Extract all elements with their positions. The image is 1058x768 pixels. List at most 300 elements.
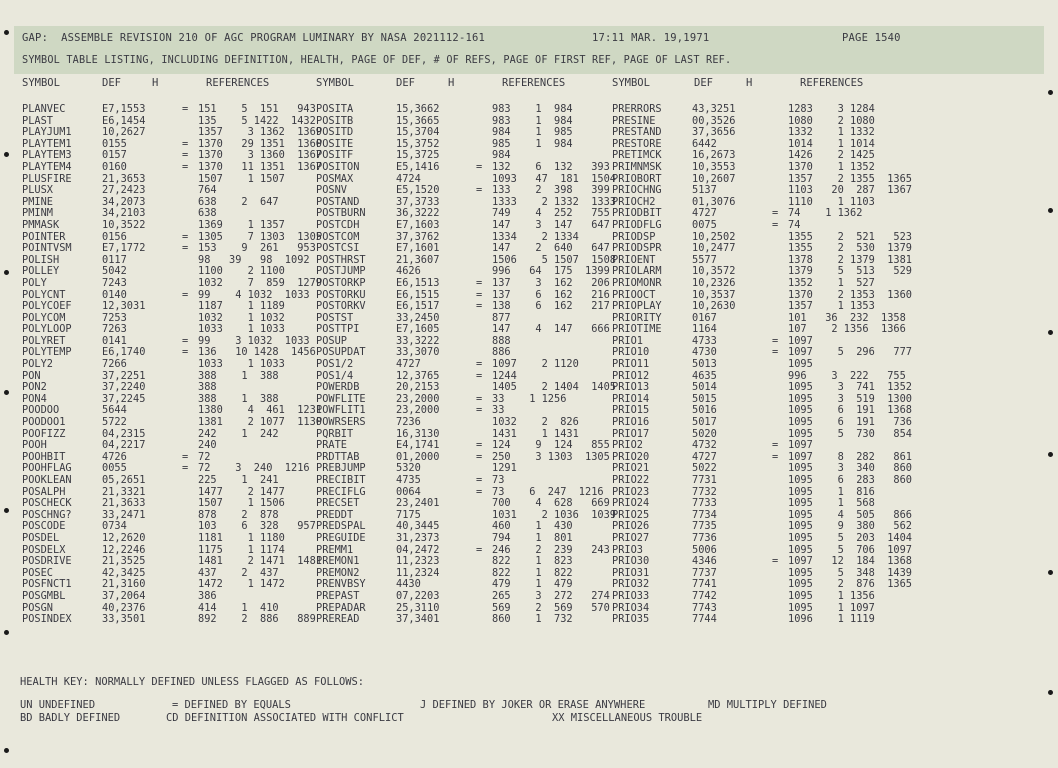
table-row — [22, 254, 352, 266]
table-row — [612, 520, 942, 532]
def-cell: 0055 — [102, 462, 127, 474]
health-cell — [772, 242, 788, 254]
def-cell: 07,2203 — [396, 589, 440, 602]
references-cell: 1369 1 1357 — [198, 218, 285, 231]
table-row — [22, 416, 352, 428]
table-row — [316, 358, 646, 370]
def-cell: 10,2477 — [692, 242, 736, 254]
def-cell: 5015 — [692, 392, 717, 405]
health-cell: = — [476, 288, 483, 301]
references-cell: 1370 11 1351 1367 — [198, 160, 322, 173]
references-cell: 822 1 823 — [492, 555, 573, 567]
health-cell — [476, 497, 492, 509]
def-cell: 37,3401 — [396, 613, 440, 625]
def-cell: 0141 — [102, 334, 127, 347]
references-cell: 996 64 175 1399 — [492, 265, 610, 277]
table-row — [612, 242, 942, 254]
health-cell — [476, 265, 492, 277]
def-cell: 4726 — [102, 450, 127, 463]
health-cell — [476, 323, 492, 335]
table-row — [316, 497, 646, 509]
table-row — [612, 231, 942, 243]
symbol-cell: POSFNCT1 — [22, 578, 72, 590]
table-row — [612, 335, 942, 347]
table-row — [612, 173, 942, 185]
table-row — [22, 231, 352, 243]
table-row — [612, 462, 942, 474]
health-cell — [182, 509, 198, 521]
table-row — [22, 126, 352, 138]
def-cell: E7,1553 — [102, 103, 146, 115]
def-cell: 31,2373 — [396, 531, 440, 544]
health-cell — [772, 289, 788, 301]
def-cell: 4346 — [692, 555, 717, 567]
table-row — [22, 149, 352, 161]
table-row — [316, 439, 646, 451]
symbol-cell: PRIO10 — [612, 346, 650, 359]
def-cell: 5644 — [102, 404, 127, 417]
health-cell — [182, 590, 198, 602]
health-cell — [182, 404, 198, 416]
references-cell: 1370 1 1352 — [788, 160, 875, 173]
symbol-cell: POSTORKU — [316, 288, 366, 301]
health-cell — [182, 254, 198, 266]
symbol-cell: PRIO14 — [612, 392, 650, 405]
def-cell: 37,3733 — [396, 195, 440, 208]
def-cell: 7735 — [692, 520, 717, 532]
symbol-cell: PRIODSP — [612, 230, 656, 243]
health-cell: = — [772, 218, 779, 231]
references-cell: 72 3 240 1216 — [198, 462, 310, 474]
references-cell: 242 1 242 — [198, 427, 279, 440]
references-cell: 74 1 1362 — [788, 207, 863, 219]
def-cell: 0075 — [692, 218, 717, 231]
references-cell: 877 — [492, 311, 511, 324]
def-cell: 16,2673 — [692, 149, 736, 161]
health-cell — [772, 567, 788, 579]
table-row — [612, 265, 942, 277]
table-row — [612, 312, 942, 324]
def-cell: 5016 — [692, 404, 717, 417]
health-cell: = — [182, 230, 189, 243]
def-cell: 01,3076 — [692, 195, 736, 208]
health-cell — [772, 381, 788, 393]
references-cell: 388 1 388 — [198, 369, 279, 382]
references-cell: 1080 2 1080 — [788, 114, 875, 127]
references-cell: 107 2 1356 1366 — [788, 323, 906, 335]
symbol-cell: PRIO20 — [612, 450, 650, 463]
health-cell — [772, 428, 788, 440]
symbol-cell: POODOO1 — [22, 416, 66, 428]
health-cell — [182, 428, 198, 440]
def-cell: 0734 — [102, 520, 127, 532]
health-cell — [182, 370, 198, 382]
def-cell: 15,3662 — [396, 103, 440, 115]
col-symbol: SYMBOL — [316, 77, 354, 89]
health-cell — [182, 439, 198, 451]
symbol-cell: PRIOOCT — [612, 288, 656, 301]
symbol-cell: PRERRORS — [612, 103, 662, 115]
references-cell: 1378 2 1379 1381 — [788, 253, 912, 266]
table-row — [316, 404, 646, 416]
table-row — [316, 555, 646, 567]
health-cell — [182, 497, 198, 509]
symbol-cell: PRIO2 — [612, 439, 643, 451]
symbol-cell: PRIOPLAY — [612, 300, 662, 312]
table-row — [22, 173, 352, 185]
health-cell — [182, 578, 198, 590]
def-cell: 15,3665 — [396, 114, 440, 127]
references-cell: 73 6 247 1216 — [492, 485, 604, 498]
table-row — [316, 103, 646, 115]
symbol-cell: POSTHRST — [316, 253, 366, 266]
def-cell: 21,3321 — [102, 485, 146, 498]
health-cell — [772, 578, 788, 590]
symbol-cell: POSTCDH — [316, 218, 360, 231]
table-row — [612, 103, 942, 115]
symbol-cell: PRIO21 — [612, 462, 650, 474]
health-cell — [182, 323, 198, 335]
def-cell: 37,3762 — [396, 230, 440, 243]
symbol-cell: PMMASK — [22, 218, 60, 231]
table-row — [316, 115, 646, 127]
symbol-cell: PRIOENT — [612, 253, 656, 266]
col-references: REFERENCES — [502, 77, 566, 89]
health-key-joker: J DEFINED BY JOKER OR ERASE ANYWHERE — [420, 699, 646, 711]
references-cell: 1095 5 706 1097 — [788, 543, 912, 556]
references-cell: 1187 1 1189 — [198, 300, 285, 312]
references-cell: 437 2 437 — [198, 566, 279, 579]
symbol-table-column-3 — [612, 103, 942, 625]
references-cell: 1095 6 191 1368 — [788, 404, 912, 417]
def-cell: 7742 — [692, 589, 717, 602]
table-row — [316, 416, 646, 428]
col-h: H — [448, 77, 455, 89]
references-cell: 1379 5 513 529 — [788, 265, 912, 277]
health-cell — [182, 393, 198, 405]
symbol-cell: PRENVBSY — [316, 578, 366, 590]
health-cell — [772, 265, 788, 277]
health-cell — [476, 416, 492, 428]
symbol-cell: PRIO33 — [612, 589, 650, 602]
def-cell: 0064 — [396, 485, 421, 498]
symbol-cell: POSMAX — [316, 172, 354, 185]
references-cell: 386 — [198, 589, 217, 602]
def-cell: 33,3070 — [396, 346, 440, 359]
health-cell — [772, 416, 788, 428]
symbol-cell: POLYCNT — [22, 288, 66, 301]
def-cell: 33,3501 — [102, 613, 146, 625]
health-cell — [182, 532, 198, 544]
def-cell: 4724 — [396, 172, 421, 185]
def-cell: 10,2607 — [692, 172, 736, 185]
col-h: H — [152, 77, 159, 89]
def-cell: 34,2103 — [102, 207, 146, 219]
col-def: DEF — [694, 77, 713, 89]
def-cell: 21,3633 — [102, 497, 146, 509]
def-cell: 43,3251 — [692, 103, 736, 115]
references-cell: 1357 3 1362 1369 — [198, 126, 322, 138]
def-cell: 23,2000 — [396, 404, 440, 417]
def-cell: 7737 — [692, 566, 717, 579]
symbol-cell: POSITF — [316, 149, 354, 161]
health-cell — [476, 613, 492, 625]
def-cell: 7736 — [692, 531, 717, 544]
health-cell — [182, 207, 198, 219]
symbol-cell: PREDDT — [316, 508, 354, 521]
health-cell — [182, 184, 198, 196]
health-cell — [772, 115, 788, 127]
references-cell: 138 6 162 217 — [492, 300, 610, 312]
references-cell: 33 — [492, 404, 505, 417]
def-cell: 04,2472 — [396, 543, 440, 556]
symbol-cell: PREBJUMP — [316, 462, 366, 474]
symbol-cell: PRIO23 — [612, 485, 650, 498]
references-cell: 1283 3 1284 — [788, 103, 875, 115]
health-cell: = — [476, 439, 483, 451]
health-cell — [772, 277, 788, 289]
references-cell: 1332 1 1332 — [788, 126, 875, 138]
references-cell: 99 4 1032 1033 — [198, 288, 310, 301]
def-cell: 5014 — [692, 381, 717, 393]
references-cell: 101 36 232 1358 — [788, 311, 906, 324]
references-cell: 388 — [198, 381, 217, 393]
symbol-cell: POWFLITE — [316, 392, 366, 405]
def-cell: 10,3522 — [102, 218, 146, 231]
references-cell: 98 39 98 1092 — [198, 253, 310, 266]
health-cell — [476, 602, 492, 614]
def-cell: 33,2471 — [102, 508, 146, 521]
table-row — [22, 393, 352, 405]
symbol-cell: POSTJUMP — [316, 265, 366, 277]
health-cell — [476, 173, 492, 185]
references-cell: 99 3 1032 1033 — [198, 334, 310, 347]
symbol-cell: POOH — [22, 439, 47, 451]
def-cell: 7175 — [396, 508, 421, 521]
def-cell: 7744 — [692, 613, 717, 625]
references-cell: 225 1 241 — [198, 474, 279, 486]
symbol-cell: PRIO26 — [612, 520, 650, 532]
references-cell: 1357 1 1353 — [788, 300, 875, 312]
references-cell: 1033 1 1033 — [198, 323, 285, 335]
table-row — [316, 196, 646, 208]
symbol-cell: POSTBURN — [316, 207, 366, 219]
health-key-un: UN UNDEFINED — [20, 699, 96, 711]
def-cell: 4635 — [692, 369, 717, 382]
def-cell: 12,2620 — [102, 531, 146, 544]
symbol-table-column-2 — [316, 103, 646, 625]
symbol-cell: PREMON1 — [316, 555, 360, 567]
symbol-cell: PRIO11 — [612, 358, 650, 370]
table-row — [22, 161, 352, 173]
health-cell — [476, 254, 492, 266]
references-cell: 878 2 878 — [198, 508, 279, 521]
def-cell: 10,3553 — [692, 160, 736, 173]
table-row — [612, 138, 942, 150]
symbol-cell: PRIO27 — [612, 531, 650, 544]
health-key-bd: BD BADLY DEFINED — [20, 712, 121, 724]
table-row — [22, 520, 352, 532]
symbol-cell: POLYTEMP — [22, 346, 72, 359]
health-key-cd: CD DEFINITION ASSOCIATED WITH CONFLICT — [166, 712, 404, 724]
health-cell — [182, 277, 198, 289]
health-cell — [772, 462, 788, 474]
references-cell: 1305 7 1303 1305 — [198, 230, 322, 243]
def-cell: 12,2246 — [102, 543, 146, 556]
def-cell: 5022 — [692, 462, 717, 474]
def-cell: 7741 — [692, 578, 717, 590]
symbol-cell: PLAST — [22, 114, 53, 127]
table-row — [22, 346, 352, 358]
references-cell: 33 1 1256 — [492, 392, 567, 405]
symbol-cell: PLANVEC — [22, 103, 66, 115]
listing-subtitle: SYMBOL TABLE LISTING, INCLUDING DEFINITION, HEALTH, PAGE OF DEF, # OF REFS, PAGE OF FIRST REF, PAGE OF LAST REF. — [22, 55, 732, 66]
table-row — [612, 613, 942, 625]
table-row — [316, 462, 646, 474]
symbol-cell: POS1/2 — [316, 358, 354, 370]
references-cell: 749 4 252 755 — [492, 207, 610, 219]
def-cell: 20,2153 — [396, 381, 440, 393]
health-cell: = — [182, 160, 189, 173]
health-cell — [476, 462, 492, 474]
table-row — [612, 578, 942, 590]
symbol-cell: PLUSFIRE — [22, 172, 72, 185]
def-cell: 11,2323 — [396, 555, 440, 567]
table-row — [22, 381, 352, 393]
def-cell: 4727 — [692, 450, 717, 463]
health-cell: = — [182, 137, 189, 150]
table-row — [612, 451, 942, 463]
symbol-cell: PREMON2 — [316, 566, 360, 579]
symbol-cell: POLY — [22, 276, 47, 289]
health-cell: = — [476, 404, 483, 417]
references-cell: 1426 2 1425 — [788, 149, 875, 161]
def-cell: 37,2064 — [102, 589, 146, 602]
def-cell: 04,2217 — [102, 439, 146, 451]
table-row — [612, 346, 942, 358]
symbol-cell: POINTER — [22, 230, 66, 243]
symbol-cell: POOHFLAG — [22, 462, 72, 474]
references-cell: 153 9 261 953 — [198, 242, 316, 254]
symbol-cell: PRIOBORT — [612, 172, 662, 185]
symbol-cell: POSITE — [316, 137, 354, 150]
symbol-cell: PRECIBIT — [316, 474, 366, 486]
table-row — [316, 289, 646, 301]
references-cell: 414 1 410 — [198, 601, 279, 614]
health-cell: = — [182, 288, 189, 301]
table-row — [316, 578, 646, 590]
table-row — [316, 602, 646, 614]
table-row — [316, 451, 646, 463]
symbol-cell: PRATE — [316, 439, 347, 451]
references-cell: 240 — [198, 439, 217, 451]
health-cell — [476, 115, 492, 127]
health-key-equals: = DEFINED BY EQUALS — [172, 699, 291, 711]
def-cell: 33,2450 — [396, 311, 440, 324]
table-row — [612, 404, 942, 416]
table-row — [612, 439, 942, 451]
page-number: PAGE 1540 — [842, 32, 901, 44]
table-row — [22, 265, 352, 277]
references-cell: 1095 1 1356 — [788, 589, 875, 602]
table-row — [316, 335, 646, 347]
health-cell — [476, 346, 492, 358]
table-row — [612, 126, 942, 138]
health-cell — [182, 474, 198, 486]
health-cell — [476, 219, 492, 231]
table-row — [316, 300, 646, 312]
references-cell: 1355 2 530 1379 — [788, 242, 912, 254]
table-row — [612, 219, 942, 231]
table-row — [316, 428, 646, 440]
health-cell — [476, 242, 492, 254]
references-cell: 250 3 1303 1305 — [492, 450, 610, 463]
symbol-cell: POSALPH — [22, 485, 66, 498]
references-cell: 1097 2 1120 — [492, 358, 579, 370]
def-cell: E7,1605 — [396, 323, 440, 335]
table-row — [316, 242, 646, 254]
def-cell: 4732 — [692, 439, 717, 451]
symbol-cell: PRIOMONR — [612, 276, 662, 289]
health-cell: = — [476, 474, 483, 486]
references-cell: 1095 5 730 854 — [788, 427, 912, 440]
references-cell: 1380 4 461 1231 — [198, 404, 322, 417]
health-cell — [182, 300, 198, 312]
symbol-cell: POSEC — [22, 566, 53, 579]
health-cell: = — [772, 555, 779, 567]
table-row — [22, 138, 352, 150]
symbol-cell: POWRSERS — [316, 416, 366, 428]
symbol-cell: PRIO31 — [612, 566, 650, 579]
references-cell: 1507 1 1507 — [198, 172, 285, 185]
table-row — [22, 555, 352, 567]
symbol-cell: PLAYTEM3 — [22, 149, 72, 161]
def-cell: 15,3704 — [396, 126, 440, 138]
symbol-cell: POOKLEAN — [22, 474, 72, 486]
table-row — [612, 196, 942, 208]
references-cell: 1031 2 1036 1039 — [492, 508, 616, 521]
health-key-md: MD MULTIPLY DEFINED — [708, 699, 827, 711]
health-cell — [772, 103, 788, 115]
table-row — [22, 277, 352, 289]
references-cell: 1097 5 296 777 — [788, 346, 912, 359]
def-cell: 15,3752 — [396, 137, 440, 150]
health-cell — [772, 474, 788, 486]
references-cell: 822 1 822 — [492, 566, 573, 579]
health-cell — [772, 602, 788, 614]
table-row — [612, 509, 942, 521]
def-cell: 7734 — [692, 508, 717, 521]
table-row — [612, 300, 942, 312]
health-cell — [182, 544, 198, 556]
def-cell: 04,2315 — [102, 427, 146, 440]
symbol-cell: PMINE — [22, 195, 53, 208]
symbol-cell: POSCHECK — [22, 497, 72, 509]
symbol-cell: PREGUIDE — [316, 531, 366, 544]
health-cell — [182, 381, 198, 393]
symbol-cell: PRESTAND — [612, 126, 662, 138]
references-cell: 1481 2 1471 1481 — [198, 555, 322, 567]
table-row — [612, 393, 942, 405]
references-cell: 1244 — [492, 369, 517, 382]
def-cell: 37,3656 — [692, 126, 736, 138]
symbol-cell: PRIO30 — [612, 555, 650, 567]
def-cell: 10,2627 — [102, 126, 146, 138]
def-cell: 21,3525 — [102, 555, 146, 567]
symbol-cell: PRIOCHNG — [612, 184, 662, 196]
table-row — [612, 184, 942, 196]
symbol-cell: PRIO32 — [612, 578, 650, 590]
